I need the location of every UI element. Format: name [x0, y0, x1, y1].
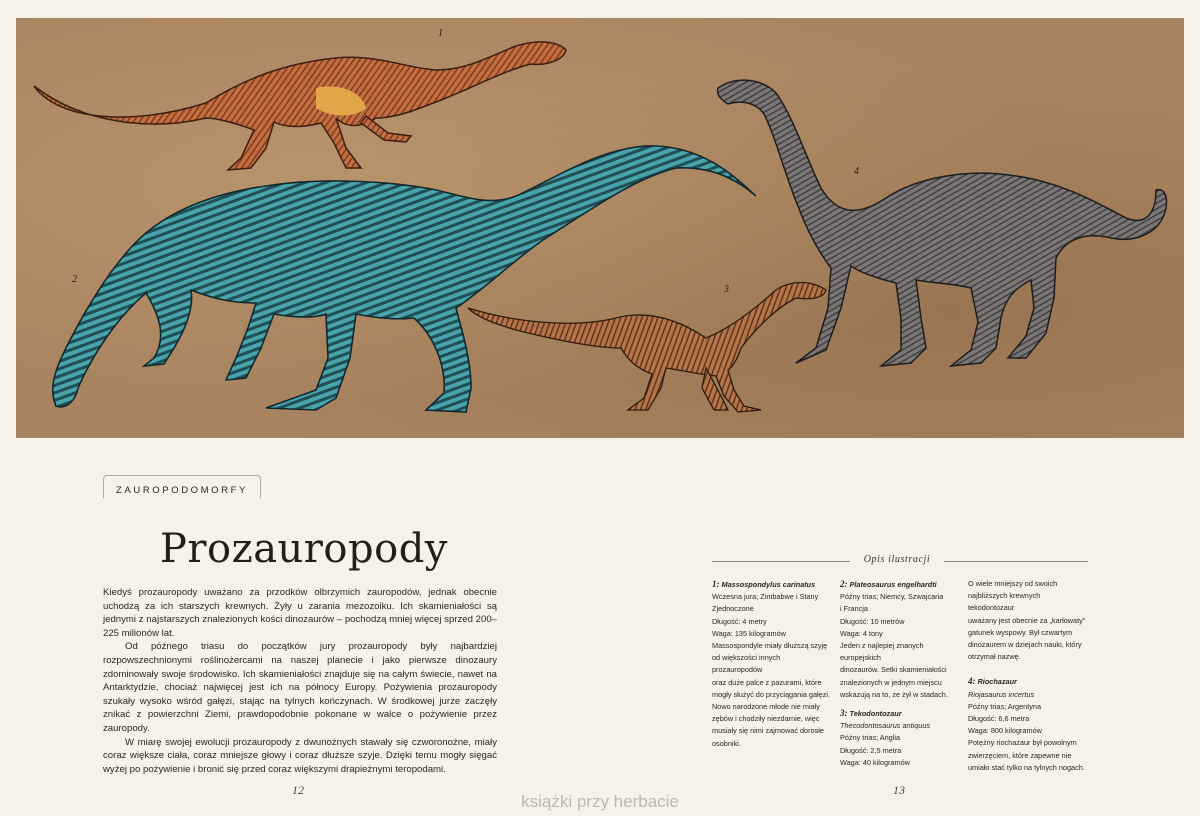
entry-line: gatunek wyspowy. Był czwartym	[968, 627, 1073, 637]
entry-line: Długość: 10 metrów	[840, 616, 905, 626]
figure-number-1: 1	[438, 28, 443, 39]
dinosaur-illustration-plate	[16, 18, 1184, 438]
body-text	[103, 586, 497, 776]
entry-line: Nowo narodzone młode nie miały	[712, 702, 820, 712]
entry-name: Plateosaurus engelhardti	[849, 580, 937, 589]
entry-number: 2:	[840, 579, 848, 589]
massospondylus-figure	[34, 42, 566, 170]
entry-line: Późny trias; Argentyna	[968, 701, 1042, 711]
description-column-2	[840, 578, 960, 775]
section-tab: ZAUROPODOMORFY	[103, 475, 261, 498]
entry-number: 4:	[968, 676, 976, 687]
entry-line: Massospondyle miały dłuższą szyję	[712, 641, 828, 651]
entry-line: umiało stać tylko na tylnych nogach.	[968, 762, 1085, 772]
illustration-description-heading: Opis ilustracji	[863, 554, 931, 565]
entry-line: i Francja	[840, 604, 868, 614]
entry-line: Potężny riochazaur był powolnym	[968, 738, 1077, 748]
entry-line: dinozaurem w dziejach nauki, który	[968, 640, 1082, 650]
description-column-3	[968, 578, 1088, 780]
thecodontosaurus-figure	[468, 283, 826, 413]
entry-line: Waga: 4 tony	[840, 628, 883, 638]
entry-line: Waga: 135 kilogramów	[712, 628, 786, 638]
entry-line: Zjednoczone	[712, 604, 754, 614]
entry-line: osobniki.	[712, 738, 741, 748]
entry-line: od większości innych prozauropodów	[712, 653, 781, 675]
page-number-left: 12	[292, 783, 304, 797]
entry-line: Późny trias; Anglia	[840, 733, 901, 743]
description-entry-3-continued	[968, 578, 1088, 663]
entry-line: znalezionych w jednym miejscu	[840, 677, 942, 687]
entry-latin-name: Riojasaurus incertus	[968, 689, 1035, 699]
entry-line: musiały się nimi zajmować dorosłe	[712, 726, 824, 736]
entry-name: Riochazaur	[977, 677, 1017, 687]
description-entry-1	[712, 578, 832, 750]
entry-line: Długość: 4 metry	[712, 616, 767, 626]
entry-number: 1:	[712, 579, 720, 589]
entry-line: dinozaurów. Setki skamieniałości	[840, 665, 947, 675]
entry-line: Późny trias; Niemcy, Szwajcaria	[840, 592, 944, 602]
figure-number-2: 2	[72, 274, 77, 285]
entry-line: Długość: 2,5 metra	[840, 745, 902, 755]
description-entry-3	[840, 707, 960, 769]
entry-line: mogły służyć do przyciągania gałęzi.	[712, 689, 831, 699]
description-column-1	[712, 578, 832, 756]
entry-line: zębów i chodziły niezdarnie, więc	[712, 714, 820, 724]
divider-right	[944, 561, 1088, 562]
entry-line: oraz duże palce z pazurami, które	[712, 677, 822, 687]
entry-name: Tekodontozaur	[849, 709, 902, 719]
entry-line: O wiele mniejszy od swoich	[968, 579, 1058, 588]
body-paragraph: W miarę swojej ewolucji prozauropody z dwunożnych stawały się czworonożne, miały coraz większe ciała, coraz mniejsze głowy i coraz dłuższe szyje. Dzięki temu mogły sięgać wyżej po pożywienie i bronić się przed coraz większymi drapieżnymi teropodami.	[103, 736, 497, 775]
entry-line: Długość: 6,6 metra	[968, 714, 1030, 724]
entry-line: wskazują na to, że żył w stadach.	[840, 689, 948, 699]
page-title: Prozauropody	[160, 526, 448, 572]
riojasaurus-figure	[718, 80, 1167, 366]
entry-line: zwierzęciem, które zapewne nie	[968, 750, 1072, 760]
body-paragraph: Kiedyś prozauropody uważano za przodków olbrzymich zauropodów, jednak obecnie uchodzą za ich starszych krewnych. Żyły u zarania mezozoiku. Ich skamieniałości są jednymi z najstarszych znalezionych kości dinozaurów – pochodzą mniej więcej sprzed 200–225 milionów lat.	[103, 587, 497, 639]
entry-line: najbliższych krewnych tekodontozaur	[968, 591, 1041, 613]
entry-line: Waga: 800 kilogramów	[968, 726, 1042, 736]
entry-line: Jeden z najlepiej znanych europejskich	[840, 641, 924, 663]
entry-latin-name: Thecodontosaurus antiquus	[840, 721, 931, 731]
entry-line: Waga: 40 kilogramów	[840, 757, 910, 767]
description-entry-2	[840, 578, 960, 701]
entry-line: uważany jest obecnie za „karłowaty”	[968, 615, 1086, 625]
page-number-right: 13	[893, 783, 905, 797]
entry-number: 3:	[840, 708, 848, 719]
entry-name: Massospondylus carinatus	[721, 580, 816, 589]
body-paragraph: Od późnego triasu do początków jury prozauropody były najbardziej rozpowszechnionymi roślinożercami na naszej planecie i jako pierwsze dinozaury zdominowały swoje środowisko. Ich skamieniałości znajduje się na całym świecie, nawet na Antarktydzie, chociaż najwięcej jest ich na północy Europy. Pożywienia prozauropody szukały wysoko wśród gałęzi, stając na tylnych kończynach. W środkowej jurze zaczęły znikać z powierzchni Ziemi, prawdopodobnie pokonane w walce o pożywienie przez zauropody.	[103, 641, 497, 734]
dinosaur-illustration	[16, 18, 1184, 438]
entry-line: otrzymał nazwę.	[968, 652, 1021, 662]
entry-line: Wczesna jura; Zimbabwe i Stany	[712, 592, 819, 602]
watermark: książki przy herbacie	[521, 792, 679, 811]
figure-number-4: 4	[854, 166, 859, 177]
description-entry-4	[968, 675, 1088, 774]
illustration-description-header	[712, 553, 1088, 569]
figure-number-3: 3	[724, 284, 729, 295]
divider-left	[712, 561, 850, 562]
